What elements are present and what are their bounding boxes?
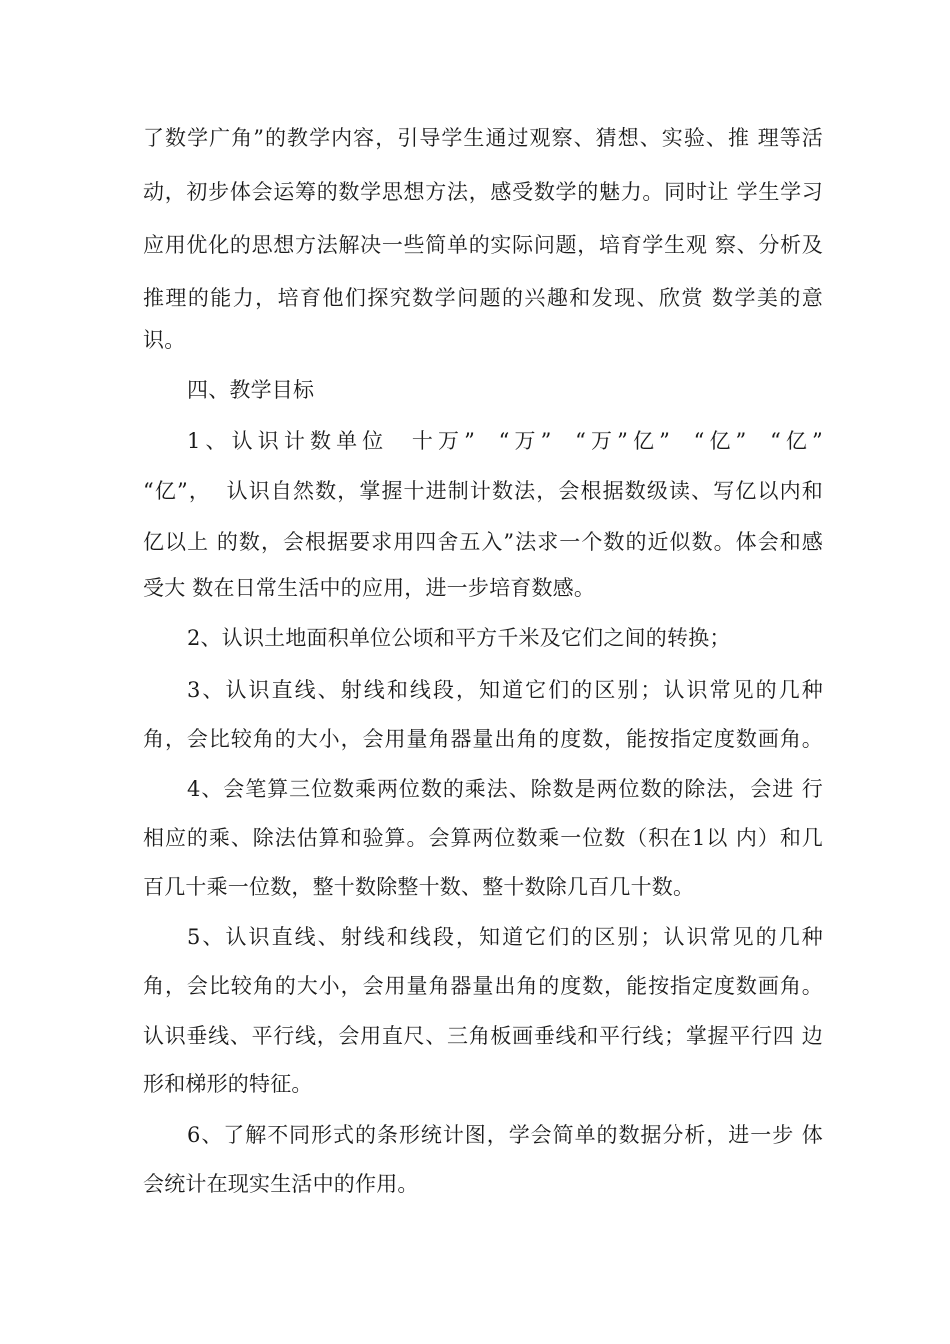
paragraph-line: 6、了解不同形式的条形统计图，学会简单的数据分析，进一步 体	[187, 1123, 823, 1147]
paragraph-line: 受大 数在日常生活中的应用，进一步培育数感。	[143, 576, 596, 600]
paragraph-line: 4、会笔算三位数乘两位数的乘法、除数是两位数的除法，会进 行	[187, 777, 823, 801]
paragraph-line: 推理的能力，培育他们探究数学问题的兴趣和发现、欣赏 数学美的意	[143, 286, 823, 310]
paragraph-line: 3、认识直线、射线和线段，知道它们的区别；认识常见的几种	[187, 678, 823, 702]
paragraph-line: “亿”， 认识自然数，掌握十进制计数法，会根据数级读、写亿以内和	[143, 479, 823, 503]
paragraph-line: 认识垂线、平行线，会用直尺、三角板画垂线和平行线；掌握平行四 边	[143, 1024, 823, 1048]
paragraph-line: 动，初步体会运筹的数学思想方法，感受数学的魅力。同时让 学生学习	[143, 180, 823, 204]
paragraph-line: 角，会比较角的大小，会用量角器量出角的度数，能按指定度数画角。	[143, 727, 823, 751]
paragraph-line: 1、认识计数单位 十万” “万” “万”亿” “亿” “亿”	[187, 429, 823, 453]
paragraph-line: 2、认识土地面积单位公顷和平方千米及它们之间的转换；	[187, 626, 731, 650]
paragraph-line: 会统计在现实生活中的作用。	[143, 1172, 419, 1196]
paragraph-line: 角，会比较角的大小，会用量角器量出角的度数，能按指定度数画角。	[143, 974, 823, 998]
paragraph-line: 相应的乘、除法估算和验算。会算两位数乘一位数（积在1以 内）和几	[143, 826, 823, 850]
paragraph-line: 了数学广角”的教学内容，引导学生通过观察、猜想、实验、推 理等活	[143, 126, 823, 150]
paragraph-line: 百几十乘一位数，整十数除整十数、整十数除几百几十数。	[143, 875, 695, 899]
paragraph-line: 5、认识直线、射线和线段，知道它们的区别；认识常见的几种	[187, 925, 823, 949]
paragraph-line: 形和梯形的特征。	[143, 1072, 313, 1096]
paragraph-line: 应用优化的思想方法解决一些简单的实际问题，培育学生观 察、分析及	[143, 233, 823, 257]
section-heading: 四、教学目标	[187, 378, 315, 402]
paragraph-line: 亿以上 的数，会根据要求用四舍五入”法求一个数的近似数。体会和感	[143, 530, 823, 554]
paragraph-line: 识。	[143, 328, 186, 352]
